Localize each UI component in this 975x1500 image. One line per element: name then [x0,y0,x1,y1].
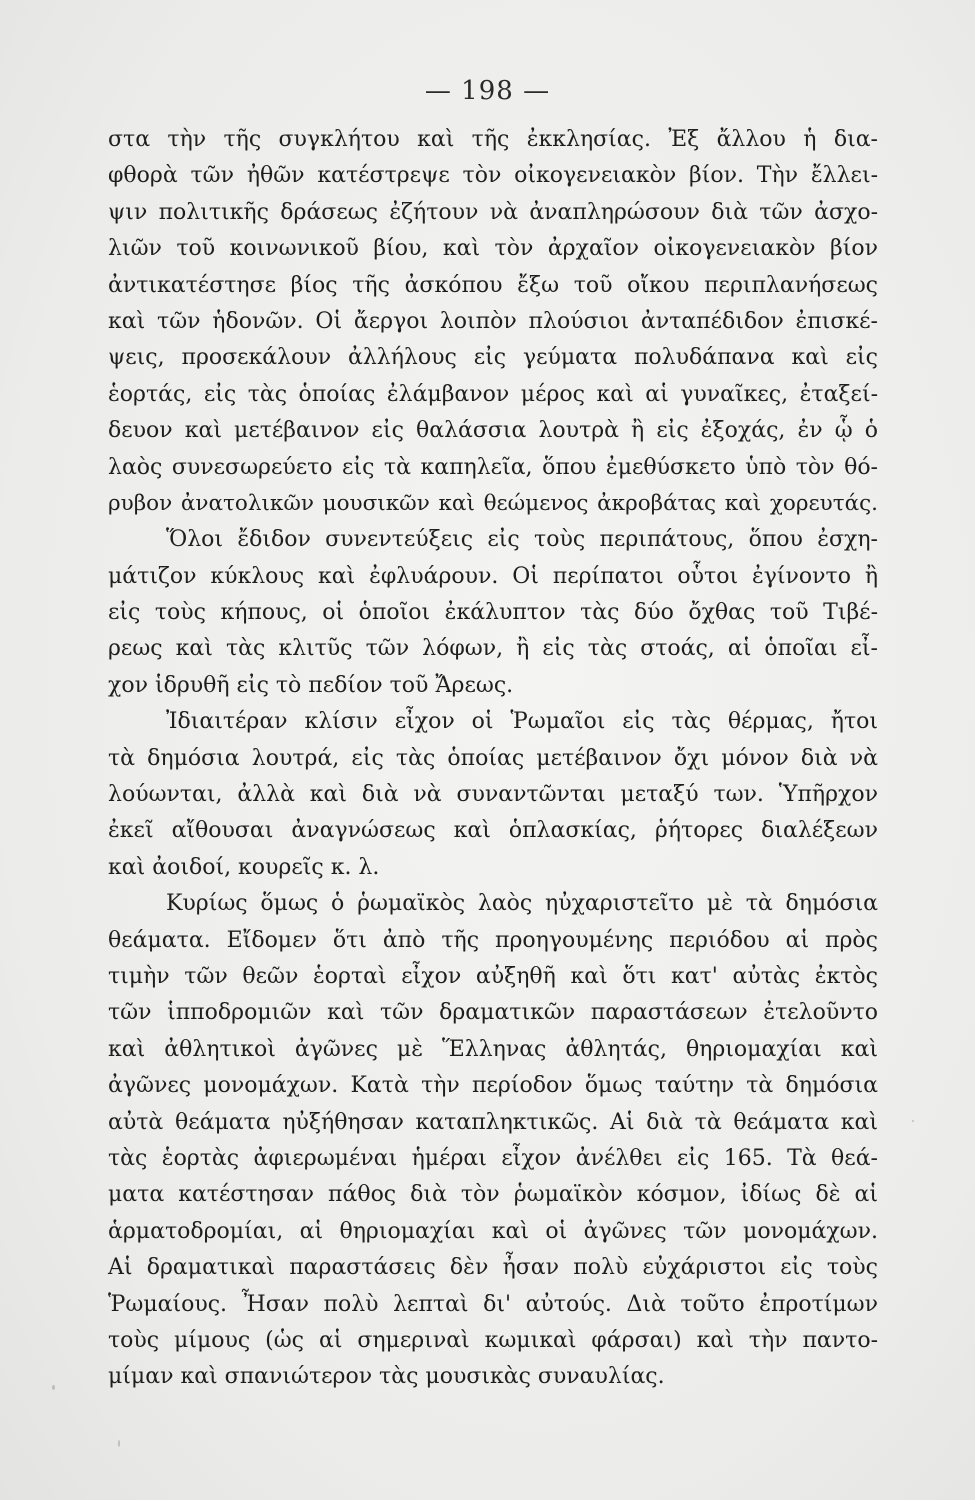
body-text [108,122,878,1396]
text-line: καὶ ἀθλητικοὶ ἀγῶνες μὲ Ἕλληνας ἀθλητάς, θηριομαχίαι καὶ [108,1036,878,1062]
text-line: τὰς ἑορτὰς ἀφιερωμέναι ἡμέραι εἶχον ἀνέλθει εἰς 165. Τὰ θεά- [108,1145,878,1171]
text-line: δευον καὶ μετέβαινον εἰς θαλάσσια λουτρὰ ἢ εἰς ἐξοχάς, ἐν ᾧ ὁ [108,418,878,444]
text-line: καὶ τῶν ἡδονῶν. Οἱ ἄεργοι λοιπὸν πλούσιοι ἀνταπέδιδον ἐπισκέ- [108,308,878,334]
text-line: Κυρίως ὅμως ὁ ῥωμαϊκὸς λαὸς ηὐχαριστεῖτο μὲ τὰ δημόσια [166,891,878,917]
text-line: ἀγῶνες μονομάχων. Κατὰ τὴν περίοδον ὅμως ταύτην τὰ δημόσια [108,1073,878,1099]
paper-speck [52,1385,55,1390]
text-line: λαὸς συνεσωρεύετο εἰς τὰ καπηλεῖα, ὅπου ἐμεθύσκετο ὑπὸ τὸν θό- [108,454,878,480]
text-line: καὶ ἀοιδοί, κουρεῖς κ. λ. [108,854,380,880]
text-line: ρυβον ἀνατολικῶν μουσικῶν καὶ θεώμενος ἀκροβάτας καὶ χορευτάς. [108,490,878,516]
text-line: θεάματα. Εἴδομεν ὅτι ἀπὸ τῆς προηγουμένης περιόδου αἱ πρὸς [108,927,878,953]
text-line: μάτιζον κύκλους καὶ ἐφλυάρουν. Οἱ περίπατοι οὗτοι ἐγίνοντο ἢ [108,563,878,589]
text-line: ἁρματοδρομίαι, αἱ θηριομαχίαι καὶ οἱ ἀγῶνες τῶν μονομάχων. [108,1218,878,1244]
text-line: ψιν πολιτικῆς δράσεως ἐζήτουν νὰ ἀναπληρώσουν διὰ τῶν ἀσχο- [108,199,878,225]
paper-speck [118,1440,120,1447]
text-line: ἐκεῖ αἴθουσαι ἀναγνώσεως καὶ ὁπλασκίας, ῥήτορες διαλέξεων [108,818,878,844]
text-line: ἑορτάς, εἰς τὰς ὁποίας ἐλάμβανον μέρος καὶ αἱ γυναῖκες, ἐταξεί- [108,381,878,407]
text-line: Ὅλοι ἔδιδον συνεντεύξεις εἰς τοὺς περιπάτους, ὅπου ἐσχη- [166,527,878,553]
text-line: ματα κατέστησαν πάθος διὰ τὸν ῥωμαϊκὸν κόσμον, ἰδίως δὲ αἱ [108,1182,878,1208]
page-number: — 198 — [424,76,551,106]
text-line: ψεις, προσεκάλουν ἀλλήλους εἰς γεύματα πολυδάπανα καὶ εἰς [108,345,878,371]
text-line: Αἱ δραματικαὶ παραστάσεις δὲν ἦσαν πολὺ εὐχάριστοι εἰς τοὺς [108,1255,878,1281]
text-line: Ῥωμαίους. Ἦσαν πολὺ λεπταὶ δι' αὐτούς. Διὰ τοῦτο ἐπροτίμων [108,1291,878,1317]
text-line: τιμὴν τῶν θεῶν ἑορταὶ εἶχον αὐξηθῆ καὶ ὅτι κατ' αὐτὰς ἐκτὸς [108,963,878,989]
paper-speck [912,1120,914,1122]
text-line: αὐτὰ θεάματα ηὐξήθησαν καταπληκτικῶς. Αἱ διὰ τὰ θεάματα καὶ [108,1109,878,1135]
text-line: τὰ δημόσια λουτρά, εἰς τὰς ὁποίας μετέβαινον ὄχι μόνον διὰ νὰ [108,745,878,771]
text-line: τοὺς μίμους (ὡς αἱ σημεριναὶ κωμικαὶ φάρσαι) καὶ τὴν παντο- [108,1327,878,1353]
text-line: λιῶν τοῦ κοινωνικοῦ βίου, καὶ τὸν ἀρχαῖον οἰκογενειακὸν βίον [108,236,878,262]
text-line: χον ἱδρυθῆ εἰς τὸ πεδίον τοῦ Ἄρεως. [108,672,514,698]
text-line: λούωνται, ἀλλὰ καὶ διὰ νὰ συναντῶνται μεταξύ των. Ὑπῆρχον [108,782,878,808]
text-line: Ἰδιαιτέραν κλίσιν εἶχον οἱ Ῥωμαῖοι εἰς τὰς θέρμας, ἤτοι [166,709,878,735]
text-line: στα τὴν τῆς συγκλήτου καὶ τῆς ἐκκλησίας. Ἐξ ἄλλου ἡ δια- [108,127,878,152]
text-line: ἀντικατέστησε βίος τῆς ἀσκόπου ἔξω τοῦ οἴκου περιπλανήσεως [108,272,878,298]
text-line: εἰς τοὺς κήπους, οἱ ὁποῖοι ἐκάλυπτον τὰς δύο ὄχθας τοῦ Τιβέ- [108,600,878,626]
text-line: μίμαν καὶ σπανιώτερον τὰς μουσικὰς συναυλίας. [108,1364,665,1390]
text-line: φθορὰ τῶν ἠθῶν κατέστρεψε τὸν οἰκογενειακὸν βίον. Τὴν ἔλλει- [108,163,878,189]
text-line: ρεως καὶ τὰς κλιτῦς τῶν λόφων, ἢ εἰς τὰς στοάς, αἱ ὁποῖαι εἶ- [108,636,878,662]
text-line: τῶν ἱπποδρομιῶν καὶ τῶν δραματικῶν παραστάσεων ἐτελοῦντο [108,1000,878,1026]
